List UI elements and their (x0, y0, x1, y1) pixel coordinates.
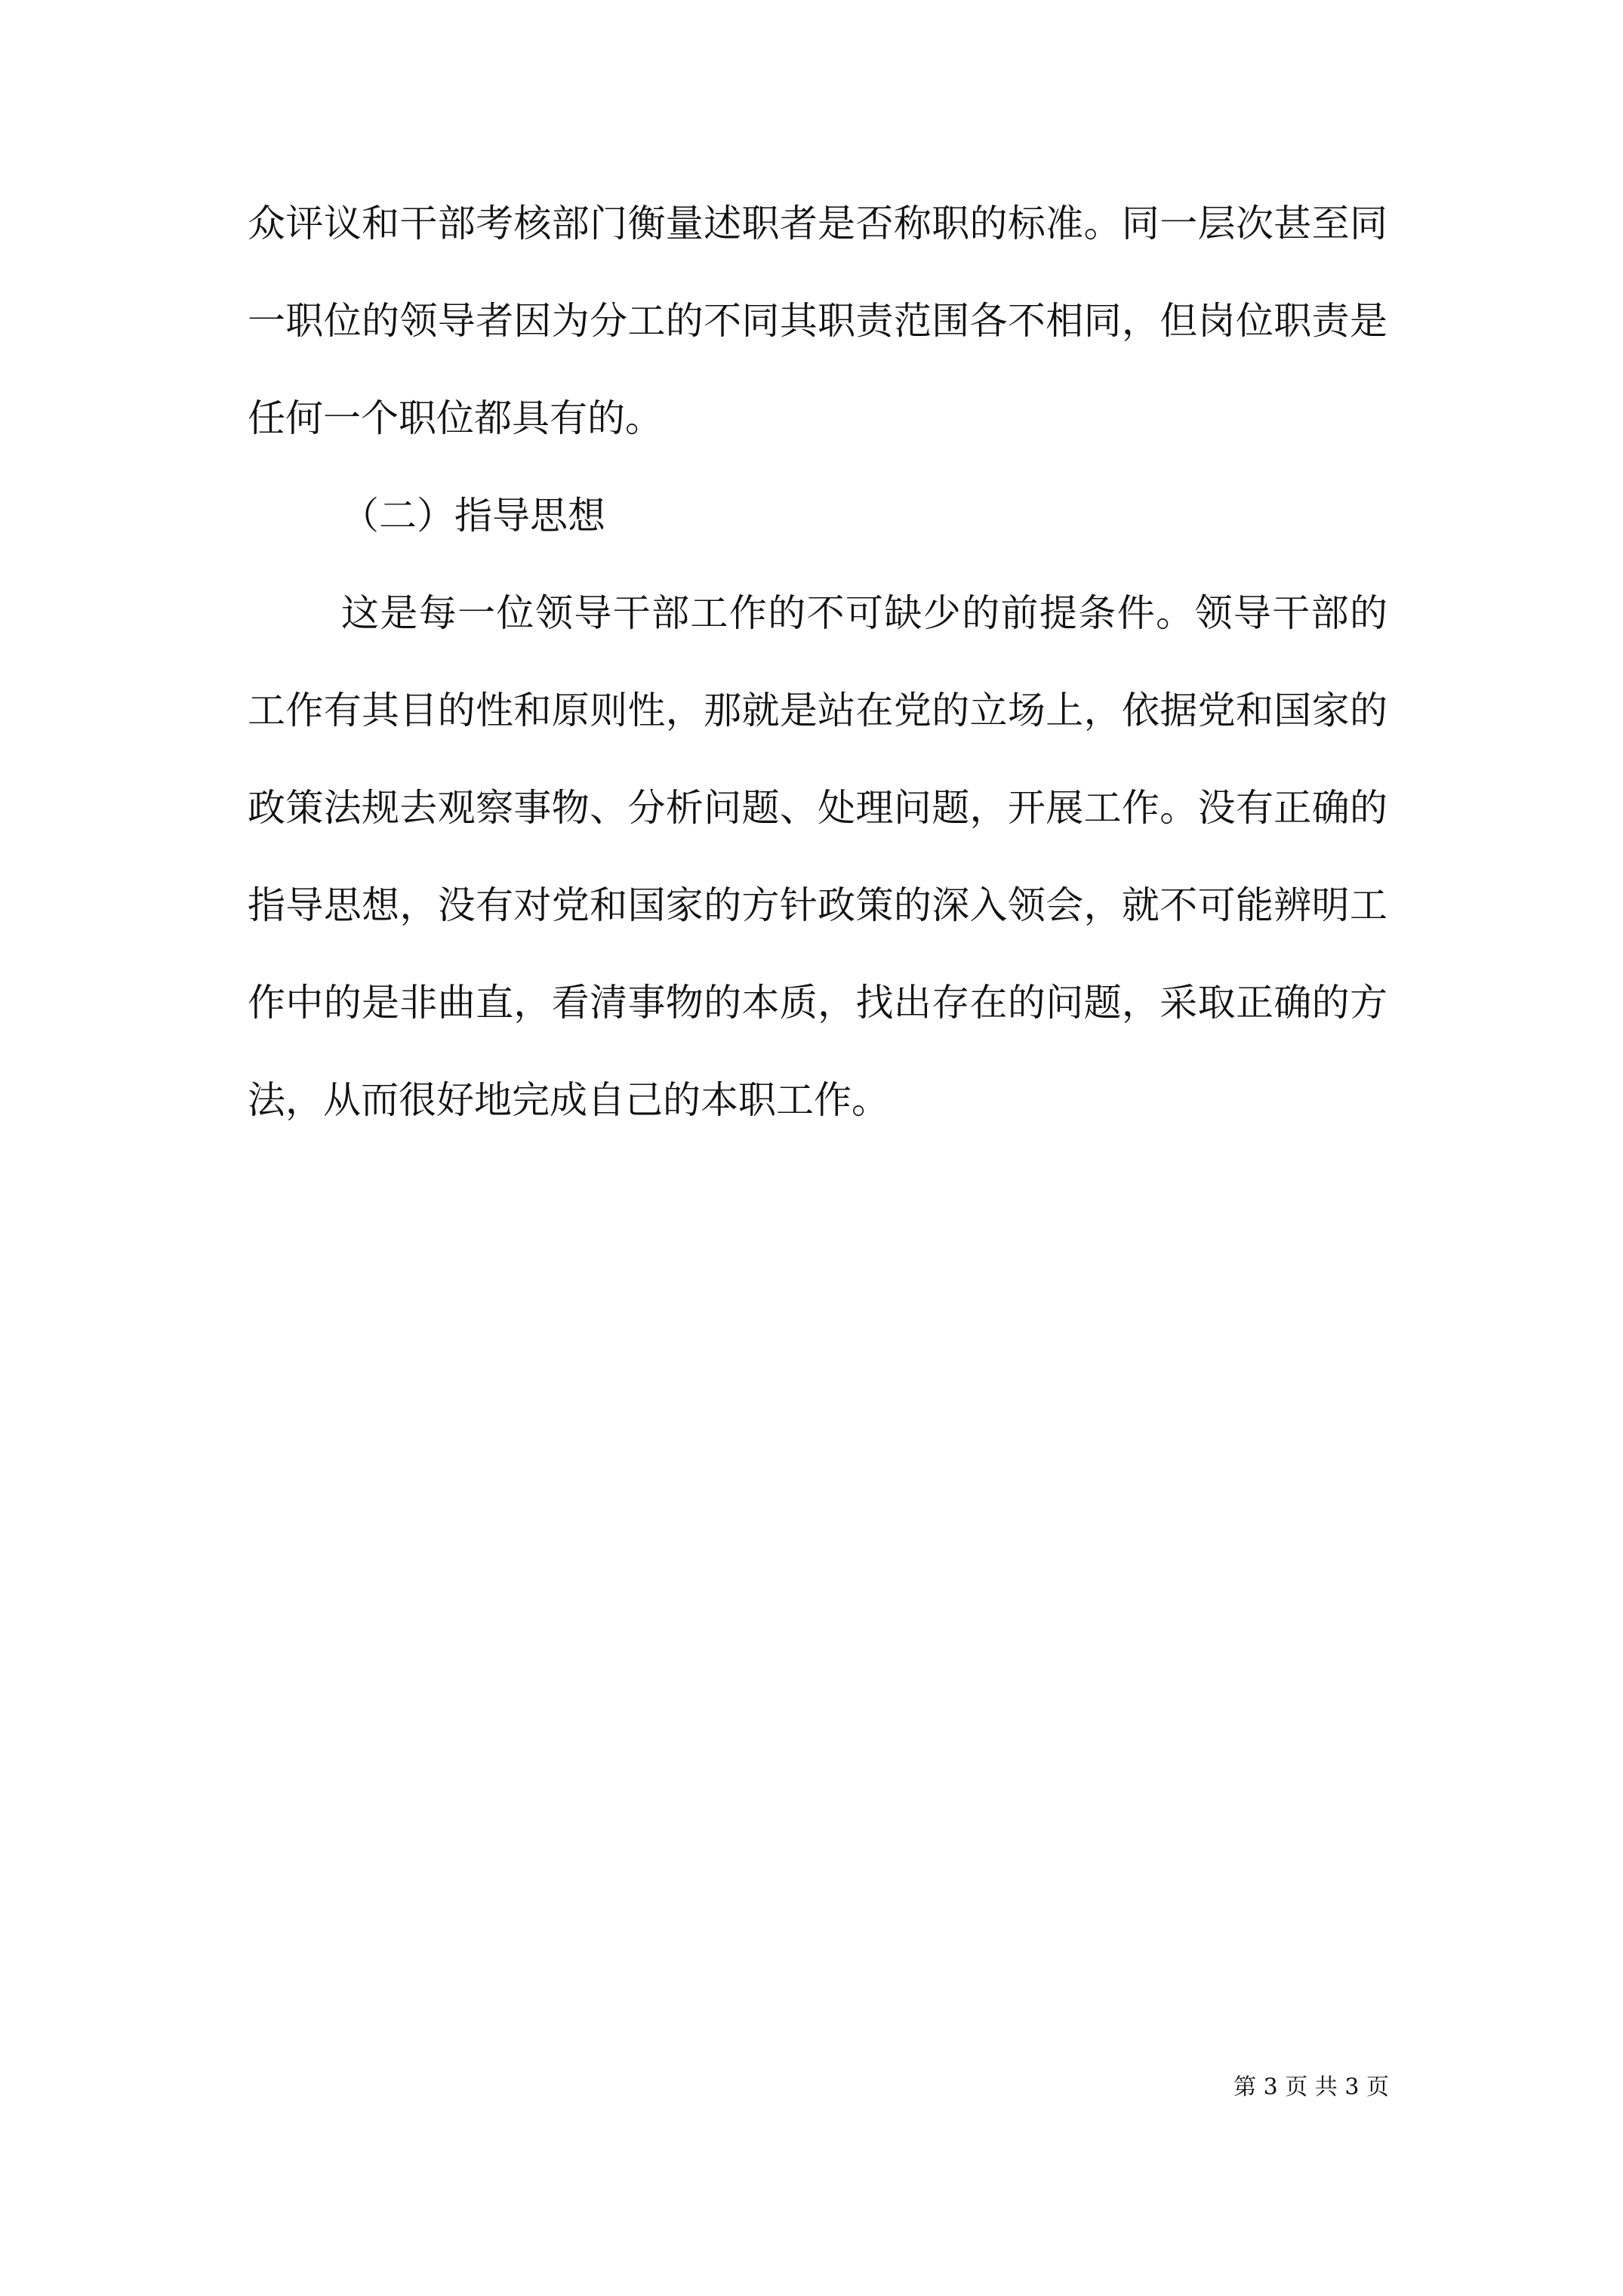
paragraph-line: 作中的是非曲直，看清事物的本质，找出存在的问题，采取正确的方 (248, 981, 1387, 1025)
paragraph-line: 指导思想，没有对党和国家的方针政策的深入领会，就不可能辨明工 (248, 883, 1387, 927)
paragraph-line: 这是每一位领导干部工作的不可缺少的前提条件。领导干部的 (341, 591, 1387, 635)
section-heading: （二）指导思想 (341, 494, 605, 538)
paragraph-line: 众评议和干部考核部门衡量述职者是否称职的标准。同一层次甚至同 (248, 202, 1387, 245)
paragraph-line: 工作有其目的性和原则性，那就是站在党的立场上，依据党和国家的 (248, 689, 1387, 732)
paragraph-line: 政策法规去观察事物、分析问题、处理问题，开展工作。没有正确的 (248, 786, 1387, 830)
paragraph-line: 一职位的领导者因为分工的不同其职责范围各不相同，但岗位职责是 (248, 299, 1387, 343)
paragraph-line: 任何一个职位都具有的。 (248, 396, 663, 440)
paragraph-line: 法，从而很好地完成自己的本职工作。 (248, 1078, 889, 1122)
page-footer: 第 3 页 共 3 页 (1233, 2074, 1389, 2100)
document-body (248, 202, 1387, 1176)
